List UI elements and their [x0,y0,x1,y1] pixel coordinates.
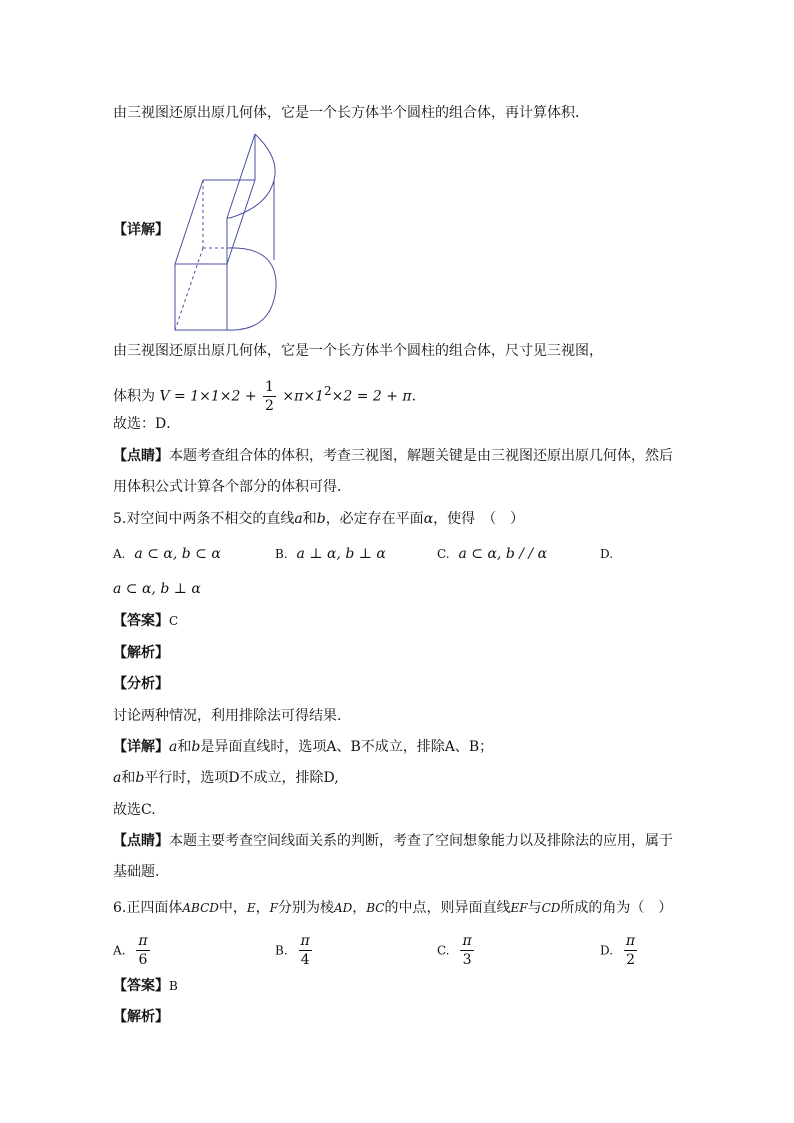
q5-stem-c: ，使得 （ ） [433,511,525,527]
q5-option-d-label-wrap [600,544,613,564]
q6-option-c-frac [460,932,473,969]
q5-comment-label: 【点睛】 [113,833,169,849]
volume-fraction-den: 2 [265,398,274,415]
q6-bc: BC [366,901,385,915]
q5-option-b-text: a ⊥ α, b ⊥ α [296,546,386,562]
q5-option-d [113,579,201,599]
q5-detail-2-text: 平行时，选项D不成立，排除D, [144,770,339,786]
q6-answer-label: 【答案】 [113,978,169,994]
q6-f: F [269,901,278,915]
solid-figure-diagram [170,128,282,336]
q5-and: 和 [302,511,317,527]
q6-answer-value: B [169,979,178,993]
q6-option-d-num: π [625,933,636,949]
volume-exponent: 2 [323,384,332,398]
q5-detail-label: 【详解】 [113,739,169,755]
solution-intro: 由三视图还原出原几何体，它是一个长方体半个圆柱的组合体，再计算体积． [113,105,589,121]
q6-option-b-den: 4 [300,952,310,968]
q6-ef: EF [510,901,528,915]
volume-fraction-num: 1 [265,379,274,396]
answer-choice-line: 故选：D． [113,416,181,432]
q6-option-b-num: π [300,933,310,949]
q5-choose: 故选C. [113,802,156,818]
q6-option-d [600,932,639,969]
q6-option-c-den: 3 [462,952,472,968]
volume-prefix: 体积为 [113,388,155,405]
q5-stem-a: 5.对空间中两条不相交的直线 [113,511,295,527]
q6-option-d-frac [624,932,637,969]
q6-cd: CD [541,901,561,915]
q6-option-b-frac [299,932,312,969]
comment-label: 【点睛】 [113,448,169,464]
q6-option-c-label: C. [437,943,450,958]
q5-detail-2-and: 和 [121,770,136,786]
q5-fenxi-text: 讨论两种情况，利用排除法可得结果. [113,708,342,724]
q5-detail-2-b: b [135,770,145,786]
q5-option-b-label: B. [275,547,288,561]
q6-stem-5: 与 [527,900,542,916]
q6-abcd: ABCD [182,901,219,915]
q5-comment-2: 基础题. [113,864,160,880]
q6-option-b-label: B. [275,943,288,958]
q5-var-b: b [316,511,326,527]
volume-tail: ×2 = 2 + π [331,388,412,405]
q5-option-b [275,544,386,564]
q5-answer-value: C [169,614,179,628]
q6-stem-6: 所成的角为（ ） [560,900,673,916]
q5-option-a-text: a ⊂ α, b ⊂ α [134,546,221,562]
q5-option-a [113,544,221,564]
comment-line-2: 用体积公式计算各个部分的体积可得． [113,479,351,495]
q5-detail-1-b: b [191,739,201,755]
q5-comment-1 [113,831,673,851]
q6-ad: AD [333,901,353,915]
q5-answer [113,611,178,631]
q6-stem-4: 的中点，则异面直线 [384,900,511,916]
volume-fraction [263,378,276,415]
q5-detail-1 [113,737,493,757]
q6-option-d-den: 2 [626,952,635,968]
q5-var-a: a [294,511,303,527]
q6-stem-2: 中， [218,900,247,916]
q6-stem [113,898,672,918]
q5-fenxi-label: 【分析】 [113,676,169,692]
q5-option-a-label: A. [113,547,126,561]
q6-option-a-num: π [138,933,148,949]
q5-detail-1-text: 是异面直线时，选项A、B不成立，排除A、B； [200,739,494,755]
q6-option-a [113,932,152,969]
q6-option-a-label: A. [113,943,126,958]
q5-comment-text-1: 本题主要考查空间线面关系的判断，考查了空间想象能力以及排除法的应用，属于 [169,833,673,849]
q5-detail-2-a: a [113,770,122,786]
q6-stem-3: 分别为棱 [277,900,334,916]
q5-option-c-label: C. [437,547,450,561]
q6-answer [113,976,178,996]
q6-comma: ， [255,900,270,916]
q6-option-d-label: D. [600,943,614,958]
q5-option-c-text: a ⊂ α, b / / α [458,546,548,562]
q5-option-d-text: a ⊂ α, b ⊥ α [113,581,201,597]
q6-option-a-frac [136,932,149,969]
volume-end: ． [411,388,426,405]
q6-option-c [437,932,476,969]
q5-option-d-label: D. [600,547,614,561]
q5-detail-2 [113,768,339,788]
volume-lhs: V = 1×1×2 + [159,388,257,405]
q6-e: E [246,901,256,915]
q6-option-a-den: 6 [138,952,148,968]
q6-stem-1: 6.正四面体 [113,900,183,916]
q5-analysis-label: 【解析】 [113,645,169,661]
q6-comma2: ， [352,900,367,916]
q5-stem [113,509,524,529]
detail-label: 【详解】 [113,222,169,238]
comment-text-1: 本题考查组合体的体积，考查三视图，解题关键是由三视图还原出原几何体，然后 [169,448,673,464]
volume-formula [113,372,426,416]
comment-line-1 [113,446,673,466]
volume-rhs: ×π×1 [282,388,324,405]
q5-var-alpha: α [423,511,434,527]
q5-option-c [437,544,547,564]
q5-answer-label: 【答案】 [113,613,169,629]
q5-detail-1-a: a [169,739,178,755]
q6-option-c-num: π [462,933,472,949]
q6-option-b [275,932,314,969]
solution-detail-text: 由三视图还原出原几何体，它是一个长方体半个圆柱的组合体，尺寸见三视图， [113,343,603,359]
q5-detail-1-and: 和 [177,739,192,755]
q5-stem-b: ，必定存在平面 [325,511,424,527]
q6-analysis-label: 【解析】 [113,1009,169,1025]
